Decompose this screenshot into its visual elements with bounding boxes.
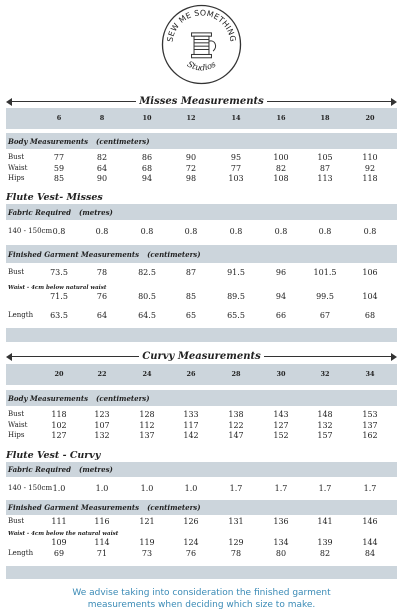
table-cell: 127: [273, 420, 289, 430]
table-cell: 68: [364, 311, 376, 320]
table-cell: 0.8: [140, 227, 154, 236]
table-cell: 1.0: [95, 484, 109, 493]
logo-top-text: SEW ME SOMETHING: [165, 8, 238, 43]
table-cell: 123: [94, 410, 110, 419]
table-cell: 87: [185, 268, 197, 277]
table-cell: 157: [317, 431, 333, 440]
curvy-fabric-header: Fabric Required (metres): [8, 465, 113, 474]
table-cell: 90: [185, 153, 197, 162]
table-cell: 1.0: [52, 484, 66, 493]
table-cell: 76: [96, 292, 108, 301]
table-cell: 89.5: [227, 292, 245, 301]
table-cell: 0.8: [229, 227, 243, 236]
table-cell: 147: [228, 431, 244, 440]
table-cell: 72: [185, 163, 197, 173]
table-cell: 126: [183, 517, 199, 526]
table-cell: 119: [139, 538, 155, 547]
table-cell: 139: [317, 538, 333, 547]
table-cell: 124: [183, 538, 199, 547]
curvy-flute-title: Flute Vest - Curvy: [6, 450, 101, 461]
misses-title-row: [6, 95, 397, 109]
size-column-header: 26: [186, 370, 196, 378]
row-label: Length: [8, 311, 34, 319]
table-cell: 141: [317, 517, 333, 526]
table-cell: 94: [141, 174, 153, 183]
table-cell: 118: [362, 174, 378, 183]
size-column-header: 10: [142, 114, 152, 122]
table-cell: 0.8: [318, 227, 332, 236]
table-cell: 132: [94, 431, 110, 440]
table-cell: 118: [51, 410, 67, 419]
table-cell: 82.5: [138, 268, 156, 277]
table-cell: 85: [53, 174, 65, 183]
table-cell: 153: [362, 410, 378, 419]
table-cell: 65: [185, 311, 197, 320]
table-cell: 84: [364, 549, 376, 558]
table-cell: 87: [319, 163, 331, 173]
table-cell: 71.5: [50, 292, 68, 301]
table-cell: 137: [362, 420, 378, 430]
table-cell: 80.5: [138, 292, 156, 301]
size-column-header: 32: [320, 370, 330, 378]
table-cell: 104: [362, 292, 378, 301]
table-cell: 82: [319, 549, 331, 558]
table-cell: 77: [230, 163, 242, 173]
size-column-header: 28: [231, 370, 241, 378]
table-cell: 80: [275, 549, 287, 558]
table-cell: 114: [94, 538, 110, 547]
table-cell: 162: [362, 431, 378, 440]
table-cell: 0.8: [52, 227, 66, 236]
table-cell: 108: [273, 174, 289, 183]
table-cell: 76: [185, 549, 197, 558]
table-cell: 100: [273, 153, 289, 162]
table-cell: 129: [228, 538, 244, 547]
table-cell: 128: [139, 410, 155, 419]
table-cell: 66: [275, 311, 287, 320]
sew-me-something-logo: [160, 3, 243, 86]
row-label: Waist: [8, 420, 28, 429]
table-cell: 106: [362, 268, 378, 277]
table-cell: 122: [228, 420, 244, 430]
table-cell: 91.5: [227, 268, 245, 277]
curvy-end-band: [6, 566, 397, 579]
table-cell: 82: [96, 153, 108, 162]
table-cell: 138: [228, 410, 244, 419]
row-label: Length: [8, 549, 34, 557]
misses-size-header: [6, 108, 397, 129]
table-cell: 85: [185, 292, 197, 301]
table-cell: 137: [139, 431, 155, 440]
size-column-header: 6: [56, 114, 62, 122]
curvy-body-header: Body Measurements (centimeters): [8, 394, 150, 403]
table-cell: 64.5: [138, 311, 156, 320]
table-cell: 1.7: [229, 484, 243, 493]
table-cell: 110: [362, 153, 378, 162]
row-label: Waist - 4cm below natural waist: [8, 285, 107, 291]
table-cell: 152: [273, 431, 289, 440]
size-column-header: 16: [276, 114, 286, 122]
table-cell: 71: [96, 549, 108, 558]
misses-flute-title: Flute Vest- Misses: [6, 192, 103, 203]
row-label: 140 - 150cm: [8, 484, 53, 492]
table-cell: 86: [141, 153, 153, 162]
table-cell: 96: [275, 268, 287, 277]
table-cell: 107: [94, 420, 110, 430]
table-cell: 121: [139, 517, 155, 526]
table-cell: 144: [362, 538, 378, 547]
row-label: Hips: [8, 174, 25, 182]
table-cell: 1.0: [140, 484, 154, 493]
row-label: Waist: [8, 163, 28, 172]
table-cell: 73: [141, 549, 153, 558]
table-cell: 109: [51, 538, 67, 547]
table-cell: 112: [139, 420, 155, 430]
size-column-header: 24: [142, 370, 152, 378]
table-cell: 0.8: [274, 227, 288, 236]
table-cell: 146: [362, 517, 378, 526]
table-cell: 78: [230, 549, 242, 558]
table-cell: 1.7: [274, 484, 288, 493]
table-cell: 0.8: [184, 227, 198, 236]
table-cell: 65.5: [227, 311, 245, 320]
table-cell: 148: [317, 410, 333, 419]
table-cell: 94: [275, 292, 287, 301]
table-cell: 1.7: [363, 484, 377, 493]
table-cell: 136: [273, 517, 289, 526]
footer-line-2: measurements when deciding which size to make.: [87, 599, 316, 610]
size-column-header: 30: [276, 370, 286, 378]
table-cell: 59: [53, 163, 65, 173]
size-column-header: 18: [320, 114, 330, 122]
table-cell: 90: [96, 174, 108, 183]
table-cell: 67: [319, 311, 331, 320]
misses-title: Misses Measurements: [136, 96, 267, 107]
curvy-title: Curvy Measurements: [139, 351, 264, 362]
table-cell: 92: [364, 163, 376, 173]
table-cell: 95: [230, 153, 242, 162]
table-cell: 134: [273, 538, 289, 547]
table-cell: 102: [51, 420, 67, 430]
size-column-header: 22: [97, 370, 107, 378]
size-column-header: 34: [365, 370, 375, 378]
table-cell: 143: [273, 410, 289, 419]
size-column-header: 14: [231, 114, 241, 122]
table-cell: 0.8: [95, 227, 109, 236]
footer-note: [0, 588, 403, 611]
misses-finished-header: Finished Garment Measurements (centimeters): [8, 250, 201, 259]
row-label: Hips: [8, 431, 25, 439]
table-cell: 99.5: [316, 292, 334, 301]
table-cell: 98: [185, 174, 197, 183]
size-column-header: 12: [186, 114, 196, 122]
table-cell: 105: [317, 153, 333, 162]
row-label: Waist - 4cm below the natural waist: [8, 531, 119, 537]
row-label: 140 - 150cm: [8, 227, 53, 235]
table-cell: 131: [228, 517, 244, 526]
table-cell: 1.0: [184, 484, 198, 493]
table-cell: 64: [96, 311, 108, 320]
table-cell: 73.5: [50, 268, 68, 277]
table-cell: 116: [94, 517, 110, 526]
curvy-title-row: [6, 350, 397, 364]
curvy-size-header: [6, 364, 397, 385]
table-cell: 127: [51, 431, 67, 440]
table-cell: 68: [141, 163, 153, 173]
table-cell: 103: [228, 174, 244, 183]
size-column-header: 20: [365, 114, 375, 122]
table-cell: 117: [183, 420, 199, 430]
table-cell: 133: [183, 410, 199, 419]
row-label: Bust: [8, 268, 25, 276]
table-cell: 101.5: [313, 268, 337, 277]
misses-end-band: [6, 328, 397, 342]
curvy-finished-header: Finished Garment Measurements (centimeters): [8, 503, 201, 512]
row-label: Bust: [8, 517, 25, 525]
table-cell: 0.8: [363, 227, 377, 236]
footer-line-1: We advise taking into consideration the finished garment: [72, 588, 331, 598]
table-cell: 78: [96, 268, 108, 277]
table-cell: 64: [96, 163, 108, 173]
table-cell: 142: [183, 431, 199, 440]
table-cell: 113: [317, 174, 333, 183]
row-label: Bust: [8, 410, 25, 418]
table-cell: 132: [317, 420, 333, 430]
size-column-header: 8: [99, 114, 105, 122]
table-cell: 63.5: [50, 311, 68, 320]
misses-fabric-header: Fabric Required (metres): [8, 208, 113, 217]
row-label: Bust: [8, 153, 25, 161]
misses-body-header: Body Measurements (centimeters): [8, 137, 150, 146]
table-cell: 82: [275, 163, 287, 173]
logo-bottom-text: Studios: [185, 58, 218, 73]
table-cell: 1.7: [318, 484, 332, 493]
table-cell: 111: [51, 517, 67, 526]
size-column-header: 20: [54, 370, 64, 378]
table-cell: 69: [53, 549, 65, 558]
table-cell: 77: [53, 153, 65, 162]
